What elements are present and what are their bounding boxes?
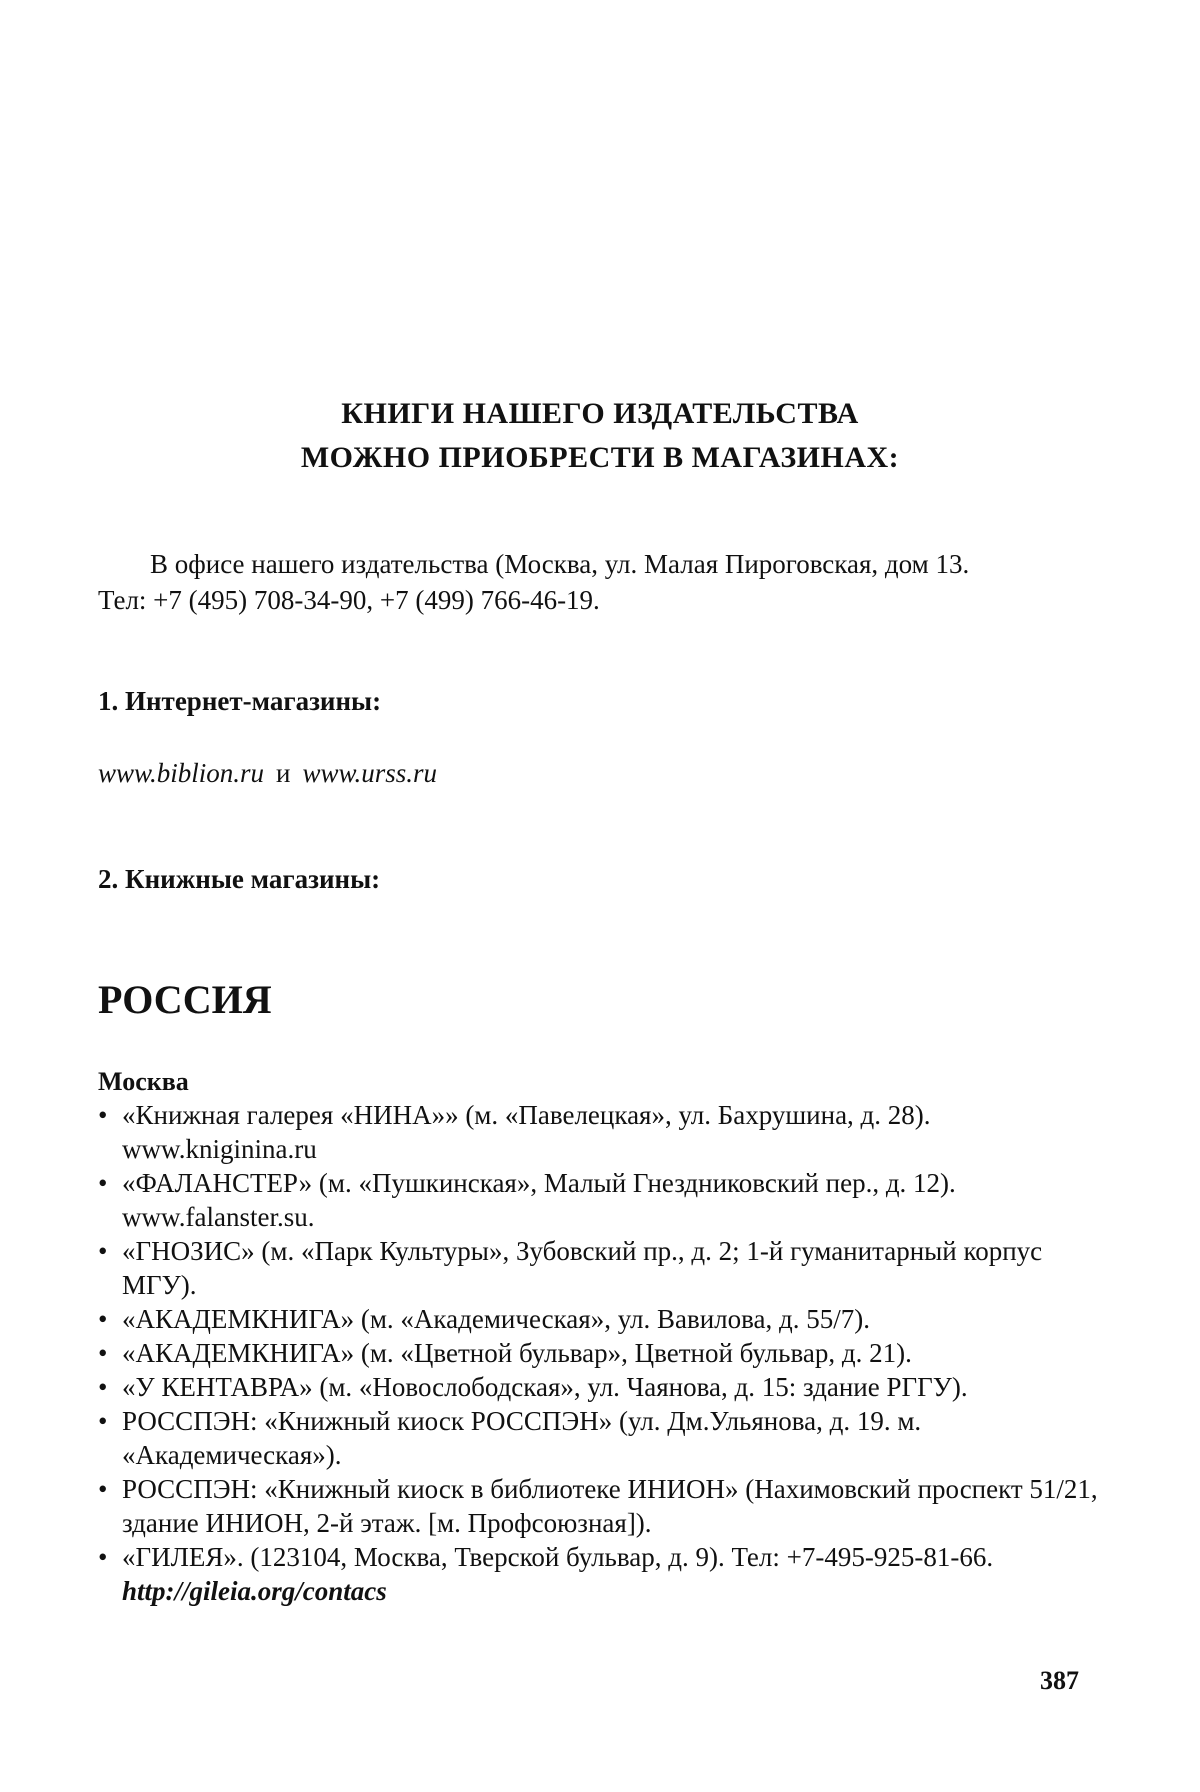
store-text: «У КЕНТАВРА» (м. «Новослободская», ул. Чаянова, д. 15: здание РГГУ).: [122, 1372, 968, 1402]
store-text: «АКАДЕМКНИГА» (м. «Академическая», ул. Вавилова, д. 55/7).: [122, 1304, 871, 1334]
bullet-glyph: •: [98, 1338, 108, 1368]
list-item: [98, 1404, 1108, 1472]
title-line-2: МОЖНО ПРИОБРЕСТИ В МАГАЗИНАХ:: [300, 441, 900, 474]
bullet-glyph: •: [98, 1236, 108, 1266]
section-heading-bookstores: 2. Книжные магазины:: [98, 864, 381, 894]
list-item: [98, 1234, 1108, 1302]
list-item: [98, 1336, 1108, 1370]
store-text: РОССПЭН: «Книжный киоск РОССПЭН» (ул. Дм.Ульянова, д. 19. м. «Академическая»).: [122, 1406, 922, 1470]
bullet-glyph: •: [98, 1372, 108, 1402]
store-text: «Книжная галерея «НИНА»» (м. «Павелецкая», ул. Бахрушина, д. 28). www.kniginina.ru: [122, 1100, 931, 1164]
store-text: «АКАДЕМКНИГА» (м. «Цветной бульвар», Цветной бульвар, д. 21).: [122, 1338, 912, 1368]
bullet-glyph: •: [98, 1474, 108, 1504]
list-item: [98, 1370, 1108, 1404]
list-item: [98, 1098, 1108, 1166]
bullet-glyph: •: [98, 1168, 108, 1198]
page-title: [0, 392, 1200, 480]
store-list: [98, 1098, 1108, 1608]
list-item: [98, 1472, 1108, 1540]
bullet-glyph: •: [98, 1304, 108, 1334]
bullet-glyph: •: [98, 1406, 108, 1436]
link-biblion: www.biblion.ru: [98, 758, 265, 788]
store-text: «ФАЛАНСТЕР» (м. «Пушкинская», Малый Гнездниковский пер., д. 12). www.falanster.su.: [122, 1168, 956, 1232]
store-text: «ГНОЗИС» (м. «Парк Культуры», Зубовский пр., д. 2; 1-й гуманитарный корпус МГУ).: [122, 1236, 1043, 1300]
title-line-1: КНИГИ НАШЕГО ИЗДАТЕЛЬСТВА: [341, 397, 859, 430]
section-heading-online-stores: 1. Интернет-магазины:: [98, 686, 382, 716]
country-heading: РОССИЯ: [98, 977, 272, 1022]
bullet-glyph: •: [98, 1542, 108, 1572]
link-urss: www.urss.ru: [302, 758, 438, 788]
store-text: РОССПЭН: «Книжный киоск в библиотеке ИНИОН» (Нахимовский проспект 51/21, здание ИНИОН, 2-й этаж. [м. Профсоюзная]).: [122, 1474, 1098, 1538]
online-store-links: [98, 756, 437, 790]
intro-line-1: В офисе нашего издательства (Москва, ул. Малая Пироговская, дом 13.: [150, 549, 970, 579]
intro-paragraph: [98, 546, 1098, 618]
page-number: 387: [1040, 1666, 1079, 1695]
list-item: [98, 1166, 1108, 1234]
list-item: [98, 1302, 1108, 1336]
gileia-url: http://gileia.org/contacs: [122, 1576, 387, 1606]
store-text: «ГИЛЕЯ». (123104, Москва, Тверской бульвар, д. 9). Тел: +7-495-925-81-66.: [122, 1542, 994, 1572]
bullet-glyph: •: [98, 1100, 108, 1130]
intro-line-2: Тел: +7 (495) 708-34-90, +7 (499) 766-46-19.: [98, 585, 600, 615]
link-conjunction: и: [276, 758, 291, 788]
city-heading: Москва: [98, 1067, 189, 1096]
list-item: [98, 1540, 1108, 1608]
